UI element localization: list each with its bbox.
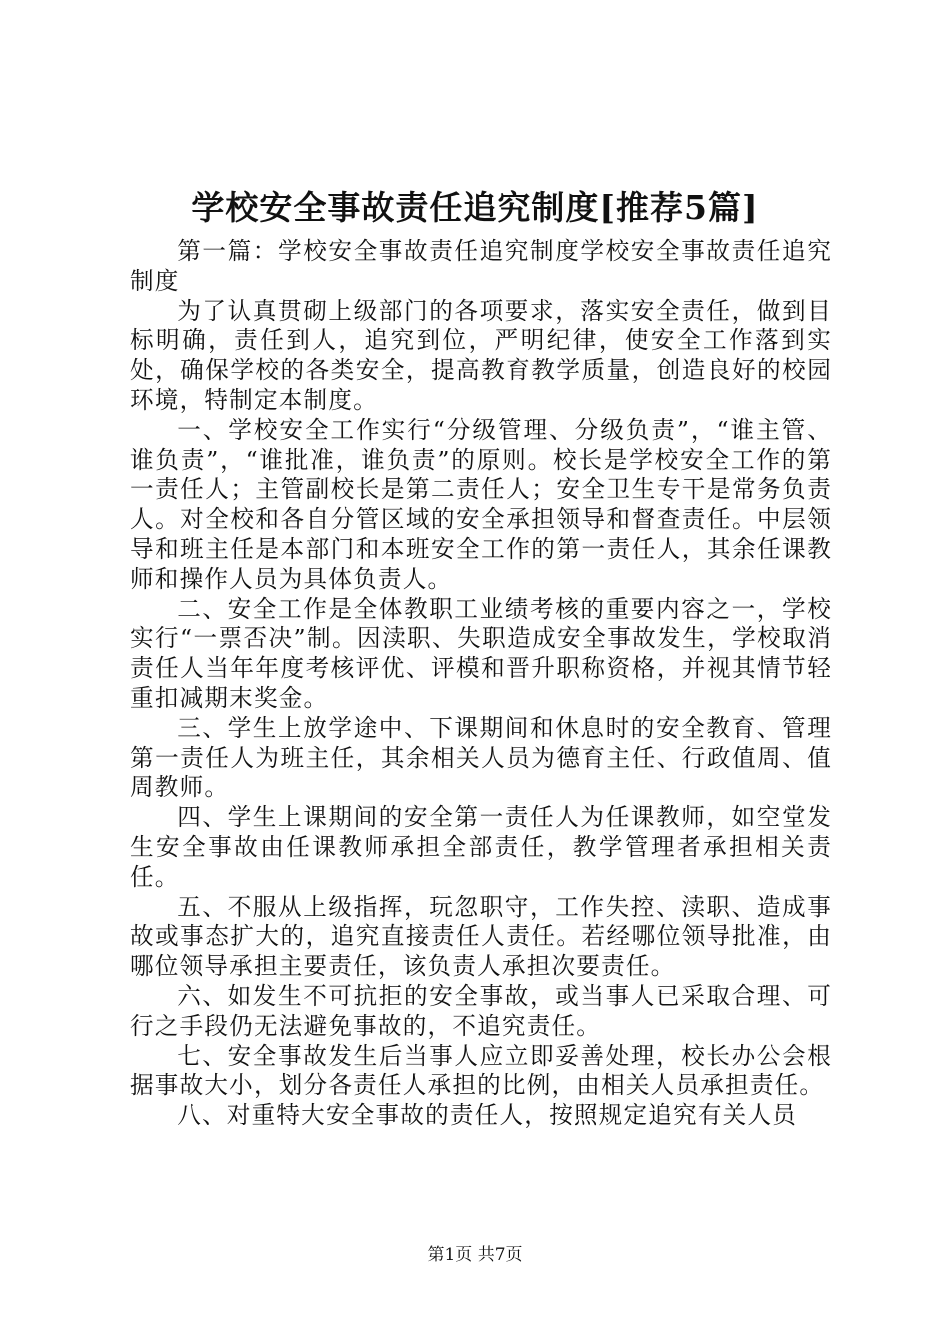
paragraph-5: 三、学生上放学途中、下课期间和休息时的安全教育、管理第一责任人为班主任，其余相关人员为德育主任、行政值周、值周教师。 [130, 713, 832, 802]
paragraph-4: 二、安全工作是全体教职工业绩考核的重要内容之一，学校实行“一票否决”制。因渎职、失职造成安全事故发生，学校取消责任人当年年度考核评优、评模和晋升职称资格，并视其情节轻重扣减期末奖金。 [130, 594, 832, 712]
paragraph-10: 八、对重特大安全事故的责任人，按照规定追究有关人员 [177, 1101, 798, 1130]
paragraph-6: 四、学生上课期间的安全第一责任人为任课教师，如空堂发生安全事故由任课教师承担全部责任，教学管理者承担相关责任。 [130, 803, 832, 891]
paragraph-3: 一、学校安全工作实行“分级管理、分级负责”，“谁主管、谁负责”，“谁批准，谁负责”的原则。校长是学校安全工作的第一责任人；主管副校长是第二责任人；安全卫生专干是常务负责人。对全校和各自分管区域的安全承担领导和督查责任。中层领导和班主任是本部门和本班安全工作的第一责任人，其余任课教师和操作人员为具体负责人。 [130, 415, 832, 593]
document-title: 学校安全事故责任追究制度[推荐5篇] [191, 188, 759, 227]
page-number: 第1页 共7页 [427, 1245, 523, 1265]
paragraph-1: 第一篇：学校安全事故责任追究制度学校安全事故责任追究制度 [130, 237, 832, 295]
paragraph-7: 五、不服从上级指挥，玩忽职守，工作失控、渎职、造成事故或事态扩大的，追究直接责任人责任。若经哪位领导批准，由哪位领导承担主要责任，该负责人承担次要责任。 [130, 892, 832, 981]
document-body [130, 237, 832, 1131]
paragraph-8: 六、如发生不可抗拒的安全事故，或当事人已采取合理、可行之手段仍无法避免事故的，不追究责任。 [130, 981, 832, 1040]
paragraph-9: 七、安全事故发生后当事人应立即妥善处理，校长办公会根据事故大小，划分各责任人承担的比例，由相关人员承担责任。 [130, 1041, 832, 1100]
paragraph-2: 为了认真贯砌上级部门的各项要求，落实安全责任，做到目标明确，责任到人，追究到位，严明纪律，使安全工作落到实处，确保学校的各类安全，提高教育教学质量，创造良好的校园环境，特制定本制度。 [130, 296, 832, 414]
